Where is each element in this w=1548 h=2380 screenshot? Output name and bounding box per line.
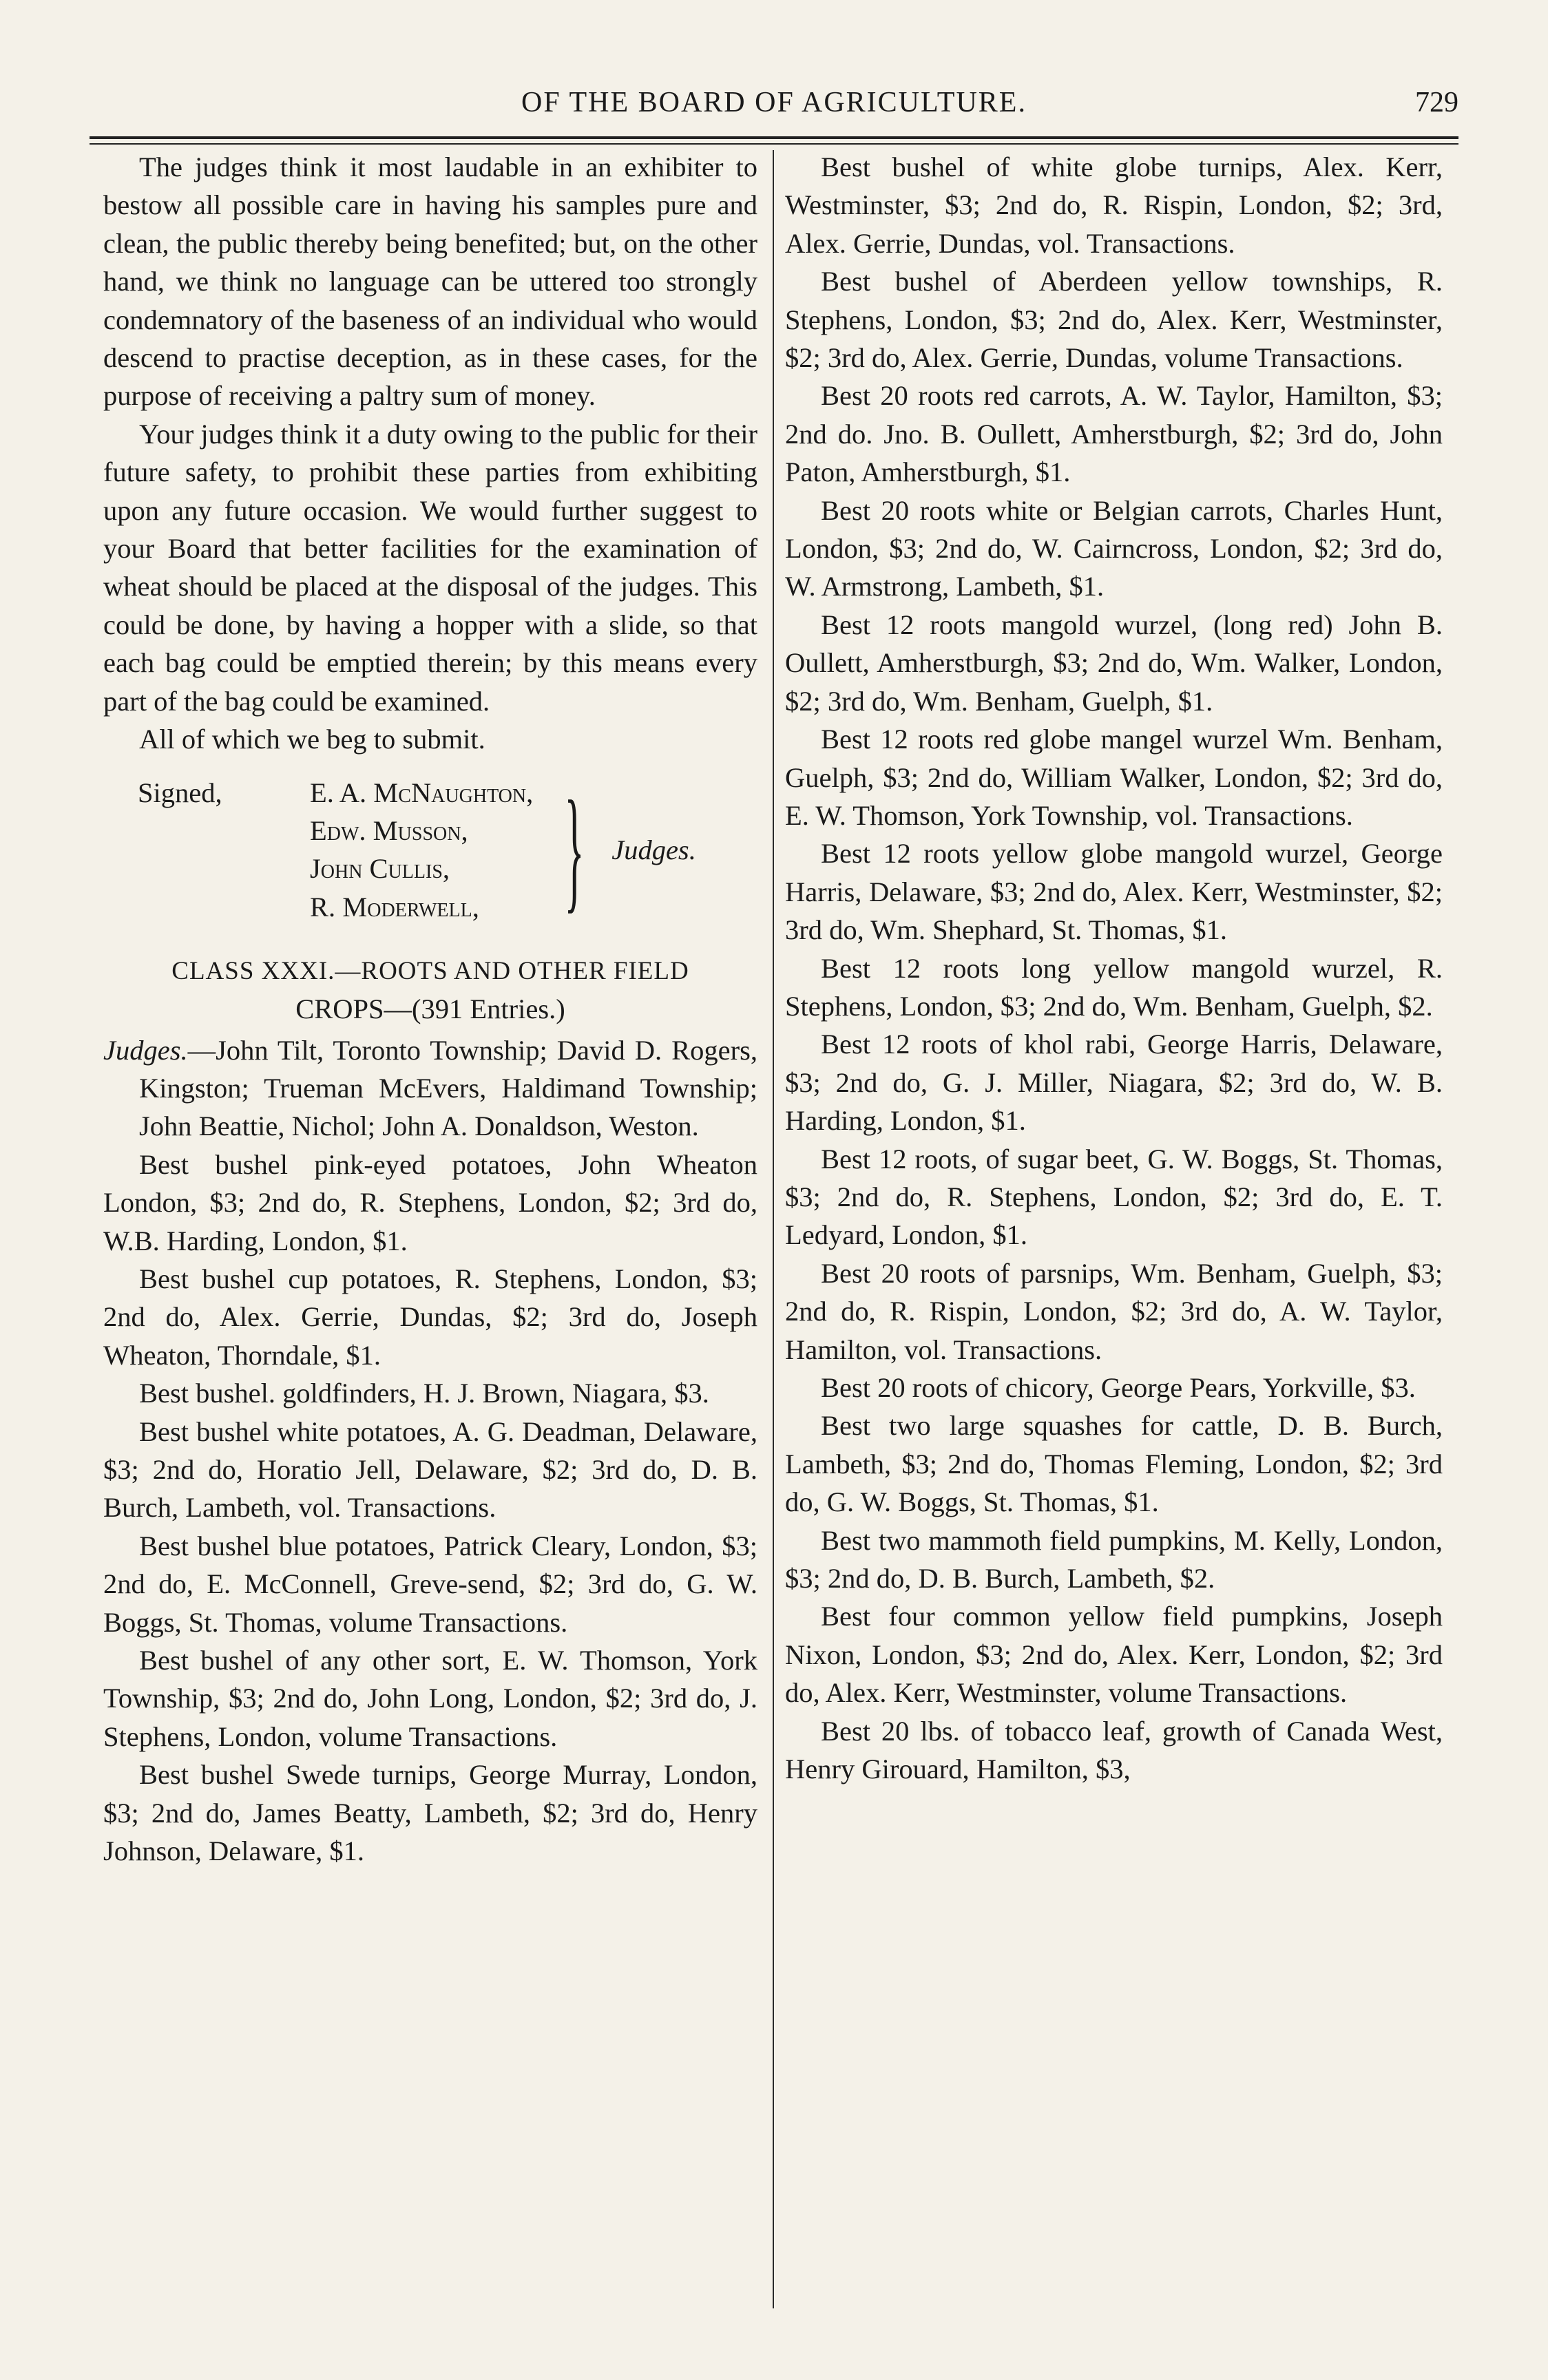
prize-entry: Best bushel blue potatoes, Patrick Cleary, London, $3; 2nd do, E. McConnell, Greve-send, $2; 3rd do, G. W. Boggs, St. Thomas, volume Transactions.: [103, 1530, 757, 1638]
prize-entry: Best 20 roots red carrots, A. W. Taylor, Hamilton, $3; 2nd do. Jno. B. Oullett, Amherstburgh, $2; 3rd do, John Paton, Amherstburgh, $1.: [785, 380, 1443, 488]
page-number: 729: [1415, 87, 1458, 118]
prize-entry: Best 20 roots of parsnips, Wm. Benham, Guelph, $3; 2nd do, R. Rispin, London, $2; 3rd do, A. W. Taylor, Hamilton, vol. Transactions.: [785, 1257, 1443, 1365]
prize-entry: Best two mammoth field pumpkins, M. Kelly, London, $3; 2nd do, D. B. Burch, Lambeth, $2.: [785, 1524, 1443, 1594]
signature-block: [138, 774, 757, 927]
judges-list: [103, 1031, 757, 1146]
prize-entry: Best bushel Swede turnips, George Murray, London, $3; 2nd do, James Beatty, Lambeth, $2; 3rd do, Henry Johnson, Delaware, $1.: [103, 1759, 757, 1867]
running-head: OF THE BOARD OF AGRICULTURE.: [521, 87, 1027, 118]
prize-entry: Best 12 roots long yellow mangold wurzel, R. Stephens, London, $3; 2nd do, Wm. Benham, Guelph, $2.: [785, 952, 1443, 1022]
prize-entry: Best bushel of white globe turnips, Alex. Kerr, Westminster, $3; 2nd do, R. Rispin, London, $2; 3rd, Alex. Gerrie, Dundas, vol. Transactions.: [785, 151, 1443, 259]
right-column: [785, 148, 1443, 1788]
signatory-name: R. Moderwell,: [310, 891, 479, 923]
signatory-name: John Cullis,: [310, 853, 450, 885]
judges-report-paragraph: The judges think it most laudable in an exhibiter to bestow all possible care in having his samples pure and clean, the public thereby being benefited; but, on the other hand, we think no language can be uttered too strongly condemnatory of the baseness of an individual who would descend to practise deception, as in these cases, for the purpose of receiving a paltry sum of money.: [103, 151, 757, 412]
judges-label: Judges.: [103, 1034, 188, 1066]
page-header: [90, 86, 1458, 127]
prize-entry: Best 12 roots of khol rabi, George Harris, Delaware, $3; 2nd do, G. J. Miller, Niagara, $2; 3rd do, W. B. Harding, London, $1.: [785, 1029, 1443, 1137]
signatory-name: Edw. Musson,: [310, 814, 468, 846]
class-entries-count: CROPS—(391 Entries.): [295, 993, 565, 1025]
prize-entry: Best 20 lbs. of tobacco leaf, growth of Canada West, Henry Girouard, Hamilton, $3,: [785, 1715, 1443, 1785]
signed-label: Signed,: [138, 777, 222, 808]
prize-entry: Best 20 roots white or Belgian carrots, Charles Hunt, London, $3; 2nd do, W. Cairncross, London, $2; 3rd do, W. Armstrong, Lambeth, $1.: [785, 494, 1443, 602]
signatory-name: E. A. McNaughton,: [310, 777, 534, 808]
right-brace-icon: }: [564, 773, 585, 926]
column-divider: [773, 150, 774, 2308]
prize-entry: Best bushel cup potatoes, R. Stephens, London, $3; 2nd do, Alex. Gerrie, Dundas, $2; 3rd do, Joseph Wheaton, Thorndale, $1.: [103, 1263, 757, 1371]
header-rule-thick: [90, 136, 1458, 139]
signatory-role: Judges.: [611, 834, 696, 865]
submission-line: All of which we beg to submit.: [139, 724, 485, 755]
prize-entry: Best 20 roots of chicory, George Pears, Yorkville, $3.: [821, 1372, 1416, 1403]
prize-entry: Best 12 roots mangold wurzel, (long red) John B. Oullett, Amherstburgh, $3; 2nd do, Wm. Walker, London, $2; 3rd do, Wm. Benham, Guelph, $1.: [785, 609, 1443, 717]
left-column: [103, 148, 757, 1870]
signatory-names: [310, 774, 533, 927]
header-rule-thin: [90, 143, 1458, 145]
class-heading: CLASS XXXI.—ROOTS AND OTHER FIELD: [171, 957, 689, 986]
prize-entry: Best bushel pink-eyed potatoes, John Wheaton London, $3; 2nd do, R. Stephens, London, $2; 3rd do, W.B. Harding, London, $1.: [103, 1148, 757, 1256]
prize-entry: Best bushel of any other sort, E. W. Thomson, York Township, $3; 2nd do, John Long, London, $2; 3rd do, J. Stephens, London, volume Transactions.: [103, 1645, 757, 1752]
prize-entry: Best bushel. goldfinders, H. J. Brown, Niagara, $3.: [139, 1378, 709, 1409]
judges-recommendation-paragraph: Your judges think it a duty owing to the public for their future safety, to prohibit these parties from exhibiting upon any future occasion. We would further suggest to your Board that better facilities for the examination of wheat should be placed at the disposal of the judges. This could be done, by having a hopper with a slide, so that each bag could be emptied therein; by this means every part of the bag could be examined.: [103, 418, 757, 717]
prize-entry: Best bushel of Aberdeen yellow townships, R. Stephens, London, $3; 2nd do, Alex. Kerr, Westminster, $2; 3rd do, Alex. Gerrie, Dundas, volume Transactions.: [785, 266, 1443, 374]
prize-entry: Best bushel white potatoes, A. G. Deadman, Delaware, $3; 2nd do, Horatio Jell, Delaware, $2; 3rd do, D. B. Burch, Lambeth, vol. Transactions.: [103, 1415, 757, 1524]
prize-entry: Best four common yellow field pumpkins, Joseph Nixon, London, $3; 2nd do, Alex. Kerr, London, $2; 3rd do, Alex. Kerr, Westminster, volume Transactions.: [785, 1601, 1443, 1709]
prize-entry: Best 12 roots red globe mangel wurzel Wm. Benham, Guelph, $3; 2nd do, William Walker, London, $2; 3rd do, E. W. Thomson, York Township, vol. Transactions.: [785, 724, 1443, 831]
prize-entry: Best 12 roots, of sugar beet, G. W. Boggs, St. Thomas, $3; 2nd do, R. Stephens, London, $2; 3rd do, E. T. Ledyard, London, $1.: [785, 1143, 1443, 1251]
prize-entry: Best 12 roots yellow globe mangold wurzel, George Harris, Delaware, $3; 2nd do, Alex. Kerr, Westminster, $2; 3rd do, Wm. Shephard, St. Thomas, $1.: [785, 838, 1443, 946]
judges-names: —John Tilt, Toronto Township; David D. Rogers, Kingston; Trueman McEvers, Haldimand Township; John Beattie, Nichol; John A. Donaldson, Weston.: [139, 1034, 757, 1142]
prize-entry: Best two large squashes for cattle, D. B. Burch, Lambeth, $3; 2nd do, Thomas Fleming, London, $2; 3rd do, G. W. Boggs, St. Thomas, $1.: [785, 1410, 1443, 1518]
